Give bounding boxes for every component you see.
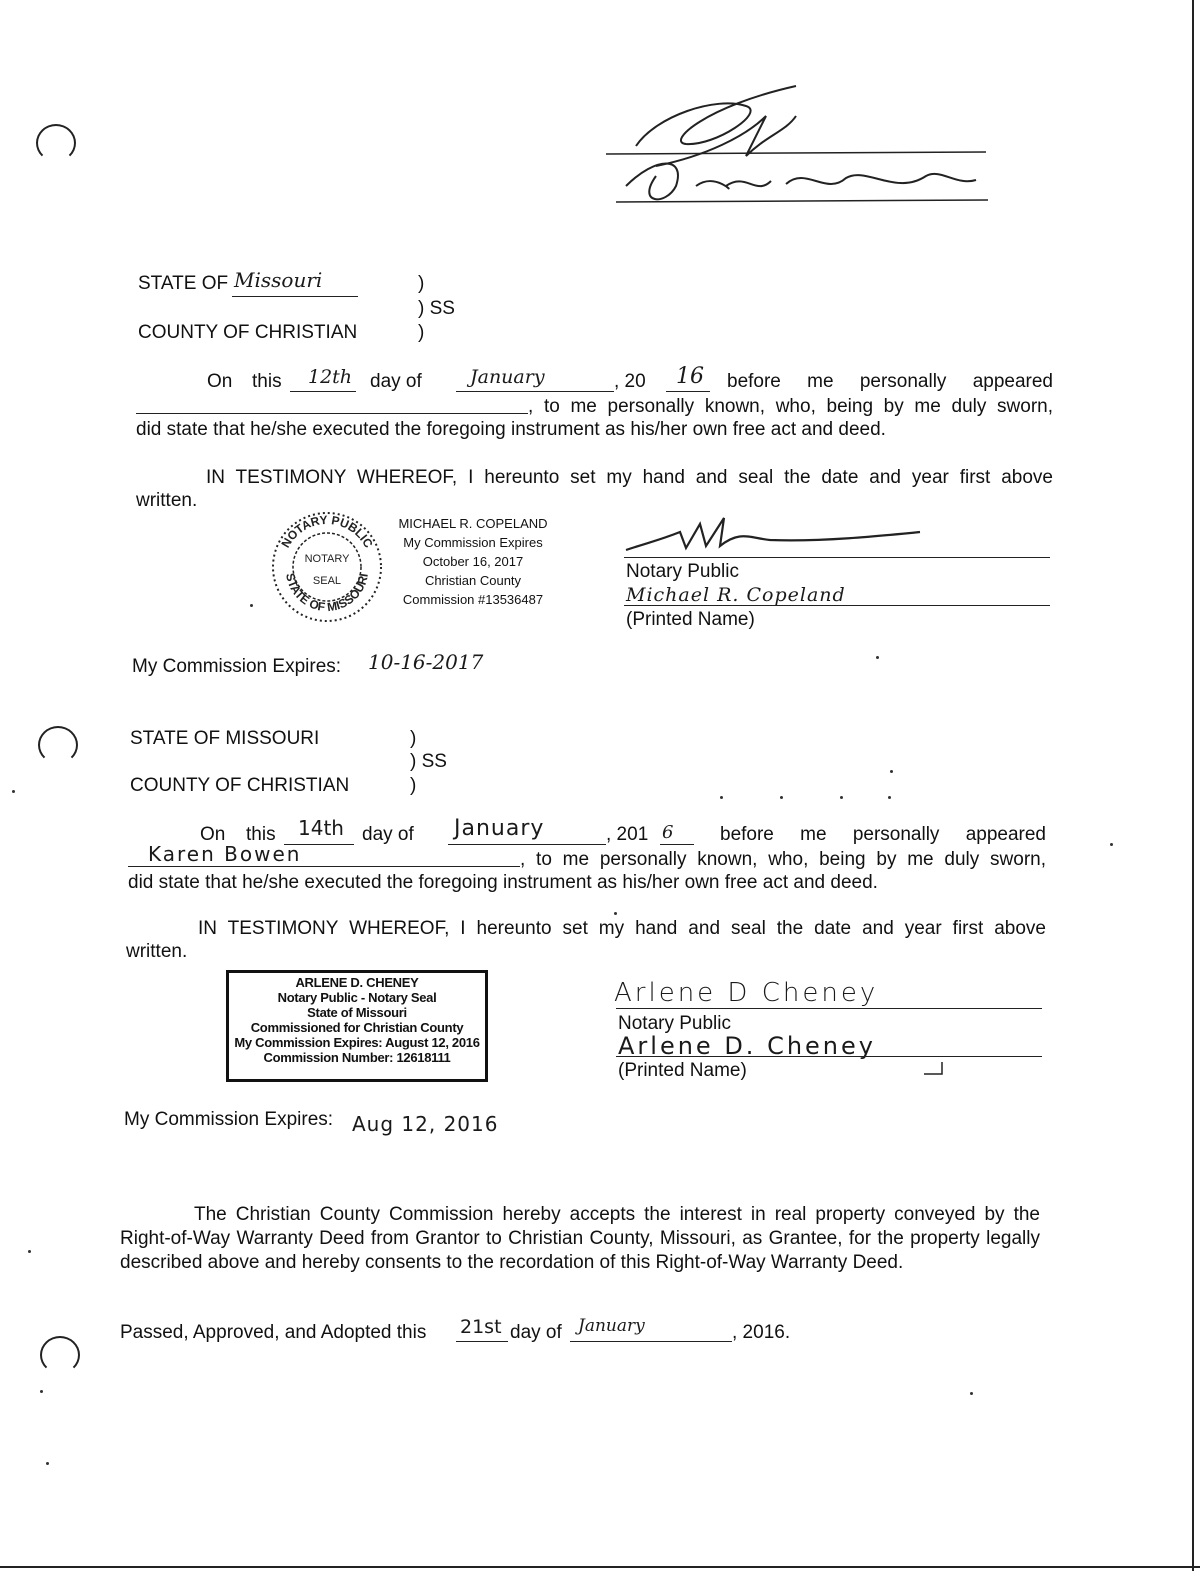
scan-speck <box>1110 843 1113 846</box>
day-underline <box>290 391 356 392</box>
state-value-handwritten: Missouri <box>234 268 323 292</box>
seal-notary-text: NOTARY <box>304 553 350 565</box>
punch-hole <box>38 726 78 764</box>
appeared-blank-line <box>136 413 528 414</box>
commission-expires-label: My Commission Expires: <box>124 1109 334 1130</box>
ss-label: ) SS <box>410 751 447 772</box>
state-label: STATE OF <box>138 273 229 294</box>
appeared-text: before me personally appeared <box>720 824 1046 845</box>
appeared-blank-line <box>128 866 520 867</box>
bracket: ) <box>410 775 417 796</box>
scan-speck <box>888 796 891 799</box>
stamp-line: Commissioned for Christian County <box>250 1020 464 1035</box>
stamp-line: October 16, 2017 <box>422 554 524 569</box>
testimony-text: IN TESTIMONY WHEREOF, I hereunto set my hand and seal the date and year first above <box>206 467 1053 488</box>
stamp-line: My Commission Expires: August 12, 2016 <box>234 1035 480 1050</box>
passed-day-underline <box>456 1341 508 1342</box>
state-label: STATE OF MISSOURI <box>130 728 320 749</box>
testimony-written: written. <box>136 490 198 511</box>
commission-expires-label: My Commission Expires: <box>132 656 342 677</box>
notary-stamp-box <box>226 970 488 1082</box>
executed-text: did state that he/she executed the foregoing instrument as his/her own free act and deed. <box>136 419 886 440</box>
scan-speck <box>890 770 893 773</box>
pen-mark <box>922 1060 946 1076</box>
notary-signature-handwritten: Arlene D Cheney <box>614 978 879 1008</box>
scan-speck <box>28 1250 31 1253</box>
on-word: On <box>207 371 233 392</box>
on-word: On <box>200 824 226 845</box>
passed-day-of: day of <box>510 1322 562 1343</box>
scan-speck <box>614 912 617 915</box>
state-underline <box>232 296 358 297</box>
punch-hole <box>40 1336 80 1374</box>
passed-label: Passed, Approved, and Adopted this <box>120 1322 427 1343</box>
svg-text:NOTARY PUBLIC <box>278 513 375 551</box>
year-underline <box>666 391 710 392</box>
grantor-signature <box>596 76 996 236</box>
stamp-line: ARLENE D. CHENEY <box>295 975 419 990</box>
year-underline <box>660 844 694 845</box>
testimony-text: IN TESTIMONY WHEREOF, I hereunto set my hand and seal the date and year first above <box>198 918 1046 939</box>
printed-name-line <box>616 1056 1042 1057</box>
month-value-handwritten: January <box>470 366 545 388</box>
scan-speck <box>250 604 253 607</box>
printed-name-handwritten: Arlene D. Cheney <box>618 1032 876 1060</box>
scan-edge <box>1192 0 1194 1571</box>
stamp-line: My Commission Expires <box>403 535 543 550</box>
notary-signature <box>620 512 930 558</box>
appeared-text: before me personally appeared <box>727 371 1053 392</box>
seal-seal-text: SEAL <box>312 575 342 587</box>
scan-edge <box>0 1566 1200 1568</box>
seal-top-text: NOTARY PUBLIC <box>278 512 376 551</box>
appeared-name-handwritten: Karen Bowen <box>148 842 302 866</box>
notary-public-label: Notary Public <box>618 1013 731 1034</box>
this-word: this <box>252 371 282 392</box>
stamp-line: Commission #13536487 <box>402 592 544 607</box>
county-label: COUNTY OF CHRISTIAN <box>138 322 358 343</box>
commission-expires-handwritten: 10-16-2017 <box>368 650 484 674</box>
notary-stamp-text <box>396 514 550 609</box>
month-underline <box>456 391 614 392</box>
this-word: this <box>246 824 276 845</box>
passed-month-underline <box>570 1341 732 1342</box>
commission-expires-handwritten: Aug 12, 2016 <box>352 1112 499 1136</box>
stamp-line: Notary Public - Notary Seal <box>277 990 437 1005</box>
day-value-handwritten: 12th <box>308 366 353 388</box>
scan-speck <box>40 1390 43 1393</box>
testimony-written: written. <box>126 941 188 962</box>
passed-year: , 2016. <box>732 1322 791 1343</box>
year-value-handwritten: 6 <box>662 822 674 843</box>
bracket: ) <box>418 322 425 343</box>
year-prefix: , 201 <box>606 824 649 845</box>
scan-speck <box>970 1392 973 1395</box>
scan-speck <box>780 796 783 799</box>
seal-bottom-text: STATE OF MISSOURI <box>283 571 371 615</box>
scan-speck <box>876 656 879 659</box>
printed-name-label: (Printed Name) <box>626 609 755 630</box>
scan-speck <box>12 790 15 793</box>
day-of-word: day of <box>362 824 414 845</box>
year-value-handwritten: 16 <box>676 364 704 389</box>
known-text: , to me personally known, who, being by me duly sworn, <box>528 396 1053 417</box>
county-label: COUNTY OF CHRISTIAN <box>130 775 350 796</box>
executed-text: did state that he/she executed the foregoing instrument as his/her own free act and deed. <box>128 872 878 893</box>
notary-public-label: Notary Public <box>626 561 739 582</box>
punch-hole <box>36 124 76 162</box>
notary-signature-line <box>624 557 1050 558</box>
printed-name-handwritten: Michael R. Copeland <box>626 584 846 606</box>
passed-day-handwritten: 21st <box>460 1316 502 1338</box>
stamp-line: MICHAEL R. COPELAND <box>398 516 548 531</box>
scan-speck <box>840 796 843 799</box>
scan-speck <box>46 1462 49 1465</box>
day-value-handwritten: 14th <box>298 816 344 840</box>
printed-name-line <box>624 605 1050 606</box>
stamp-line: Commission Number: 12618111 <box>263 1050 451 1065</box>
printed-name-label: (Printed Name) <box>618 1060 747 1081</box>
notary-seal-round <box>270 510 384 624</box>
stamp-line: Christian County <box>424 573 522 588</box>
stamp-line: State of Missouri <box>307 1005 407 1020</box>
bracket: ) <box>418 273 425 294</box>
known-text: , to me personally known, who, being by me duly sworn, <box>520 849 1046 870</box>
month-value-handwritten: January <box>454 816 545 841</box>
month-underline <box>448 844 606 845</box>
notary-signature-line <box>616 1008 1042 1009</box>
day-of-word: day of <box>370 371 422 392</box>
bracket: ) <box>410 728 417 749</box>
passed-month-handwritten: January <box>578 1316 645 1336</box>
acceptance-paragraph: The Christian County Commission hereby accepts the interest in real property conveyed by the Right-of-Way Warranty Deed from Grantor to Christian County, Missouri, as Grantee, for the property legally described above and hereby consents to the recordation of this Right-of-Way Warranty Deed. <box>120 1204 1040 1273</box>
scan-speck <box>720 796 723 799</box>
ss-label: ) SS <box>418 298 455 319</box>
year-prefix: , 20 <box>614 371 646 392</box>
